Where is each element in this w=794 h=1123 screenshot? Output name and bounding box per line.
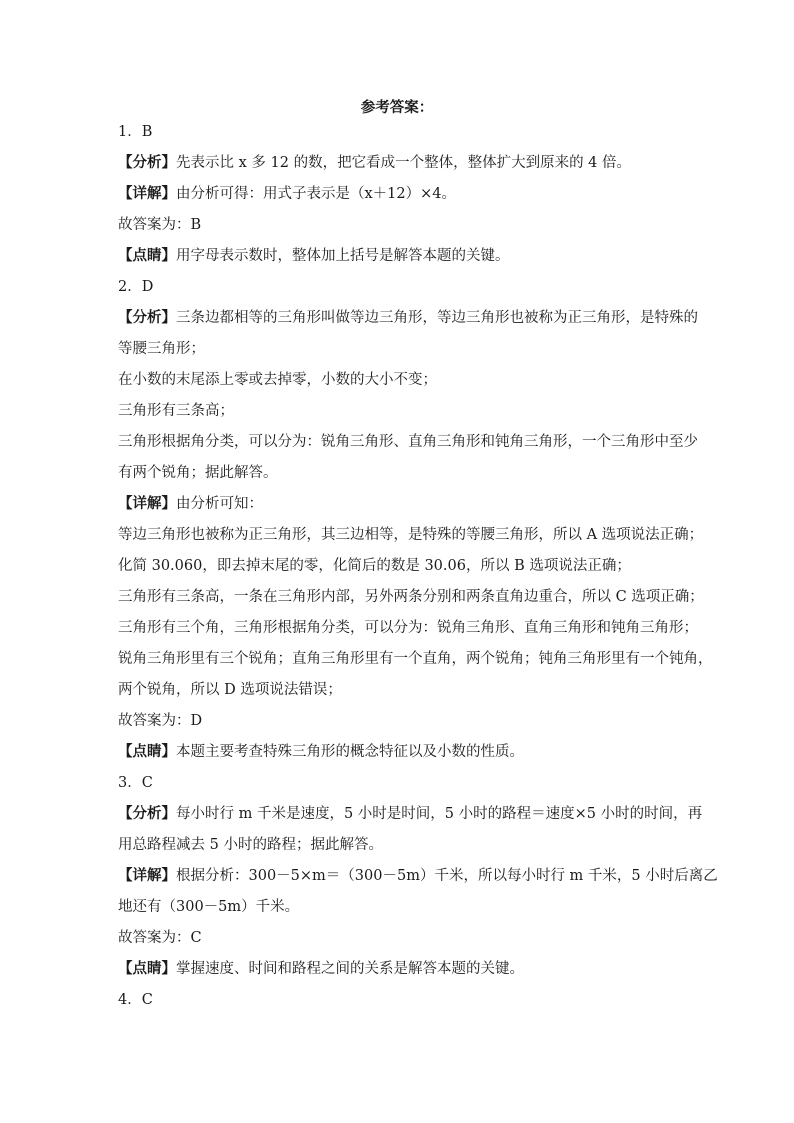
- text-line: [118, 742, 738, 762]
- text-line: [118, 215, 738, 235]
- text-line: [118, 463, 738, 483]
- line-text: 用字母表示数时，整体加上括号是解答本题的关键。: [176, 248, 510, 264]
- line-text: 三角形根据角分类，可以分为：锐角三角形、直角三角形和钝角三角形，一个三角形中至少: [118, 434, 698, 450]
- text-line: [118, 494, 738, 514]
- line-text: 由分析可得：用式子表示是（x＋12）×4。: [176, 186, 457, 202]
- section-tag: 【详解】: [118, 867, 176, 884]
- text-line: [118, 897, 738, 917]
- line-text: 用总路程减去 5 小时的路程；据此解答。: [118, 837, 383, 853]
- text-line: [118, 680, 738, 700]
- line-text: 根据分析：300－5×m＝（300－5m）千米，所以每小时行 m 千米，5 小时后离乙: [176, 868, 718, 884]
- line-text: 锐角三角形里有三个锐角；直角三角形里有一个直角，两个锐角；钝角三角形里有一个钝角，: [118, 651, 713, 667]
- section-tag: 【点睛】: [118, 960, 176, 977]
- text-line: [118, 308, 738, 328]
- line-text: 三角形有三个角，三角形根据角分类，可以分为：锐角三角形、直角三角形和钝角三角形；: [118, 620, 698, 636]
- text-line: [118, 959, 738, 979]
- text-line: [118, 773, 738, 793]
- text-line: [118, 711, 738, 731]
- text-line: [118, 277, 738, 297]
- line-text: 掌握速度、时间和路程之间的关系是解答本题的关键。: [176, 961, 524, 977]
- text-line: [118, 866, 738, 886]
- line-text: 故答案为：C: [118, 930, 202, 946]
- text-line: [118, 556, 738, 576]
- text-line: [118, 587, 738, 607]
- line-text: 有两个锐角；据此解答。: [118, 465, 278, 481]
- section-tag: 【分析】: [118, 309, 176, 326]
- text-line: [118, 184, 738, 204]
- text-line: [118, 525, 738, 545]
- line-text: 1．B: [118, 124, 153, 140]
- text-line: [118, 122, 738, 142]
- line-text: 三角形有三条高，一条在三角形内部，另外两条分别和两条直角边重合，所以 C 选项正确；: [118, 589, 704, 605]
- text-line: [118, 990, 738, 1010]
- section-tag: 【点睛】: [118, 247, 176, 264]
- line-text: 等腰三角形；: [118, 341, 205, 357]
- section-tag: 【详解】: [118, 185, 176, 202]
- line-text: 地还有（300－5m）千米。: [118, 899, 300, 915]
- line-text: 故答案为：D: [118, 713, 203, 729]
- text-line: [118, 153, 738, 173]
- line-text: 三条边都相等的三角形叫做等边三角形，等边三角形也被称为正三角形，是特殊的: [176, 310, 698, 326]
- line-text: 2．D: [118, 279, 154, 295]
- text-line: [118, 246, 738, 266]
- line-text: 等边三角形也被称为正三角形，其三边相等，是特殊的等腰三角形，所以 A 选项说法正确；: [118, 527, 704, 543]
- text-line: [118, 618, 738, 638]
- line-text: 故答案为：B: [118, 217, 202, 233]
- line-text: 三角形有三条高；: [118, 403, 234, 419]
- page-title: 参考答案：: [360, 99, 434, 116]
- line-text: 每小时行 m 千米是速度，5 小时是时间，5 小时的路程＝速度×5 小时的时间，再: [176, 806, 703, 822]
- line-text: 在小数的末尾添上零或去掉零，小数的大小不变；: [118, 372, 437, 388]
- section-tag: 【详解】: [118, 495, 176, 512]
- text-line: [118, 432, 738, 452]
- section-tag: 【分析】: [118, 154, 176, 171]
- text-line: [118, 401, 738, 421]
- line-text: 3．C: [118, 775, 153, 791]
- text-line: [118, 649, 738, 669]
- text-line: [118, 835, 738, 855]
- line-text: 化简 30.060，即去掉末尾的零，化简后的数是 30.06，所以 B 选项说法正确；: [118, 558, 631, 574]
- line-text: 由分析可知：: [176, 496, 263, 512]
- section-tag: 【点睛】: [118, 743, 176, 760]
- line-text: 先表示比 x 多 12 的数，把它看成一个整体，整体扩大到原来的 4 倍。: [176, 155, 632, 171]
- line-text: 本题主要考查特殊三角形的概念特征以及小数的性质。: [176, 744, 524, 760]
- text-line: [118, 339, 738, 359]
- text-line: [118, 370, 738, 390]
- text-line: [118, 804, 738, 824]
- text-line: [118, 928, 738, 948]
- line-text: 两个锐角，所以 D 选项说法错误；: [118, 682, 342, 698]
- section-tag: 【分析】: [118, 805, 176, 822]
- line-text: 4．C: [118, 992, 153, 1008]
